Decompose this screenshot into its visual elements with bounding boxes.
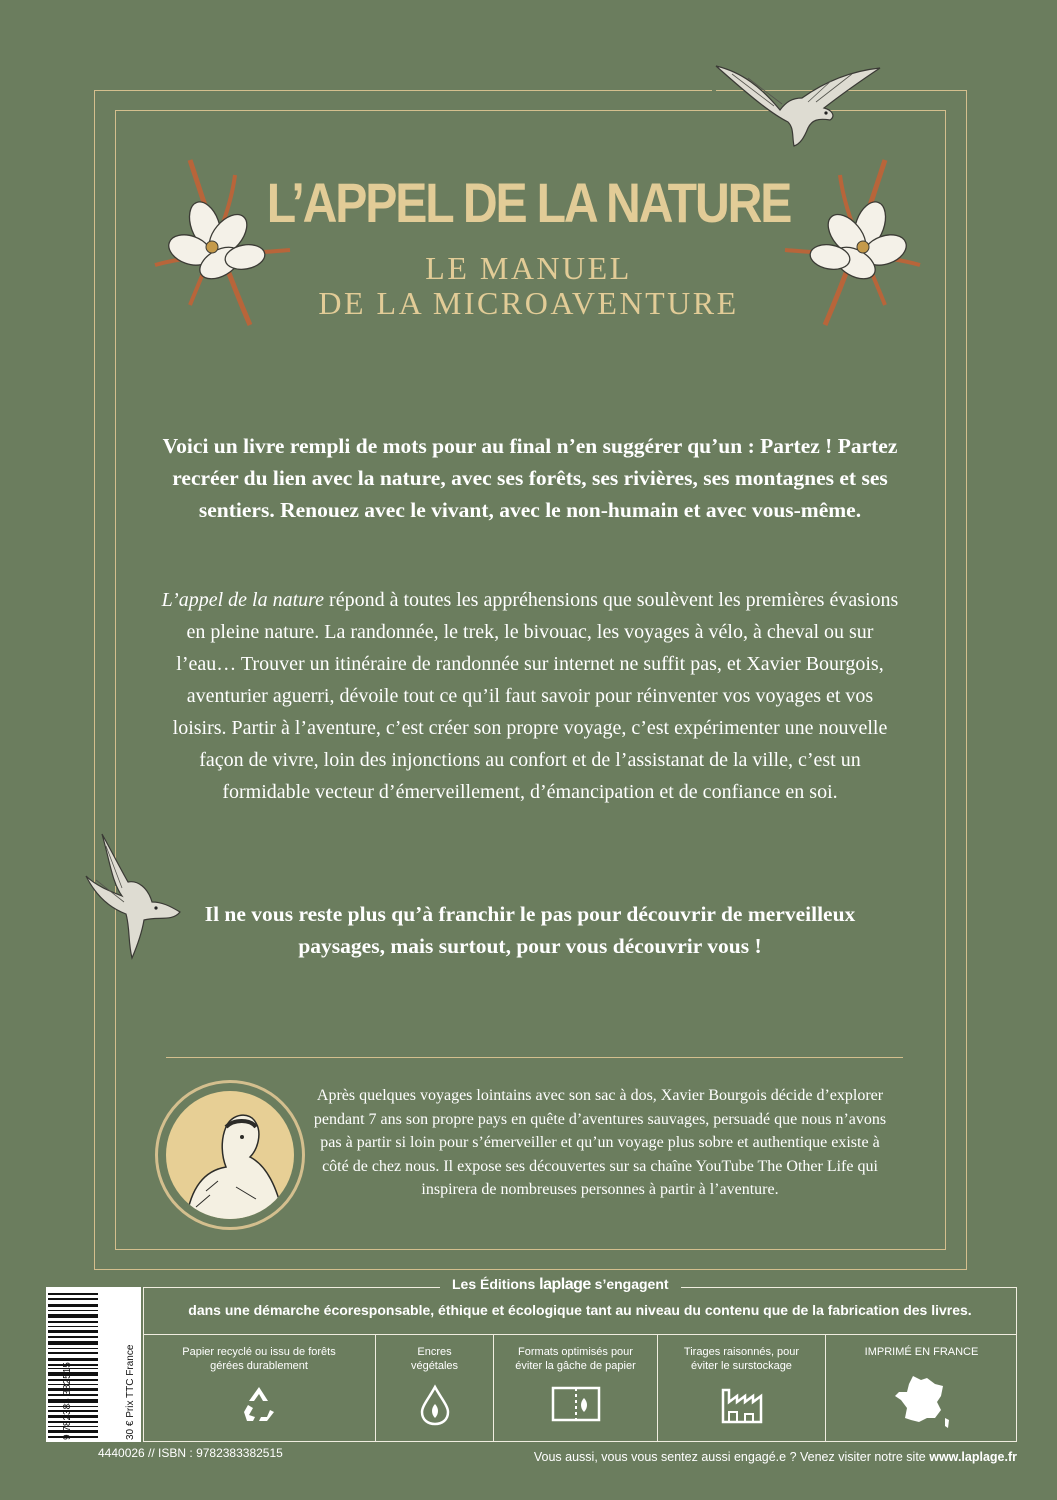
visit-site-prefix: Vous aussi, vous vous sentez aussi engagé.e ? Venez visiter notre site xyxy=(533,1450,930,1464)
book-title: L’APPEL DE LA NATURE xyxy=(266,171,791,234)
engagement-item-ink xyxy=(375,1334,493,1442)
engagement-label xyxy=(440,1276,681,1294)
engagement-subtitle: dans une démarche écoresponsable, éthique et écologique tant au niveau du contenu que de la fabrication des livres. xyxy=(188,1302,972,1318)
ink-drop-icon xyxy=(417,1384,453,1426)
laplage-brand: laplage xyxy=(539,1276,591,1293)
engagement-item-paper-text: Papier recyclé ou issu de forêts gérées durablement xyxy=(182,1346,336,1372)
paper-format-icon xyxy=(550,1384,602,1424)
author-portrait xyxy=(155,1080,305,1230)
barcode-digits: 9 782383 382515 xyxy=(62,1362,73,1440)
engagement-item-ink-text: Encres végétales xyxy=(410,1346,459,1372)
engagement-item-made-in-france-text: IMPRIMÉ EN FRANCE xyxy=(864,1346,979,1358)
engagement-item-format-text: Formats optimisés pour éviter la gâche de papier xyxy=(515,1346,636,1372)
book-subtitle-line1: LE MANUEL xyxy=(425,250,632,286)
author-bio: Après quelques voyages lointains avec son sac à dos, Xavier Bourgois décide d’explorer pendant 7 ans son propre pays en quête d’aventures sauvages, persuadé que nous n’avons pas à partir si loin pour s’émerveiller et qu’un voyage plus sobre et authentique existe à côté de chez nous. Il expose ses découvertes sur sa chaîne YouTube The Other Life qui inspirera de nombreuses personnes à partir à l’aventure. xyxy=(313,1087,887,1198)
engagement-item-paper xyxy=(143,1334,375,1442)
visit-site-text xyxy=(534,1450,1017,1464)
blurb-outro: Il ne vous reste plus qu’à franchir le pas pour découvrir de merveilleux paysages, mais surtout, pour vous découvrir vous ! xyxy=(204,902,856,958)
separator-line xyxy=(166,1057,903,1058)
blurb-book-title-italic: L’appel de la nature xyxy=(161,589,325,611)
engagement-label-suffix: s’engagent xyxy=(590,1276,669,1292)
chimpanzee-illustration xyxy=(166,1091,294,1219)
price-label: 30 € Prix TTC France xyxy=(125,1344,136,1440)
engagement-item-print-run xyxy=(657,1334,825,1442)
visit-site-link[interactable]: www.laplage.fr xyxy=(929,1450,1017,1464)
engagement-item-format xyxy=(493,1334,657,1442)
author-portrait-background xyxy=(166,1091,294,1219)
isbn-line: 4440026 // ISBN : 9782383382515 xyxy=(98,1446,283,1460)
flying-bird-top-illustration xyxy=(712,58,884,150)
engagement-label-prefix: Les Éditions xyxy=(452,1276,540,1292)
recycle-icon xyxy=(239,1384,279,1424)
engagement-item-made-in-france xyxy=(825,1334,1017,1442)
book-subtitle-line2: DE LA MICROAVENTURE xyxy=(318,285,739,321)
france-map-icon xyxy=(891,1374,953,1432)
blurb-intro: Voici un livre rempli de mots pour au final n’en suggérer qu’un : Partez ! Partez recréer du lien avec la nature, avec ses forêts, ses rivières, ses montagnes et ses sentiers. Renouez avec le vivant, avec le non-humain et avec vous-même. xyxy=(162,434,898,522)
blurb-body-text: répond à toutes les appréhensions que soulèvent les premières évasions en pleine nature. La randonnée, le trek, le bivouac, les voyages à vélo, à cheval ou sur l’eau… Trouver un itinéraire de randonnée sur internet ne suffit pas, et Xavier Bourgois, aventurier aguerri, dévoile tout ce qu’il faut savoir pour réinventer vos voyages et vos loisirs. Partir à l’aventure, c’est créer son propre voyage, c’est expérimenter une nouvelle façon de vivre, loin des injonctions au confort et de l’assistanat de la ville, c’est un formidable vecteur d’émerveillement, d’émancipation et de confiance en soi. xyxy=(172,589,899,803)
engagement-item-print-run-text: Tirages raisonnés, pour éviter le surstockage xyxy=(683,1346,800,1372)
blurb-body xyxy=(160,584,900,808)
factory-icon xyxy=(719,1384,765,1426)
barcode-bars xyxy=(46,1293,104,1441)
